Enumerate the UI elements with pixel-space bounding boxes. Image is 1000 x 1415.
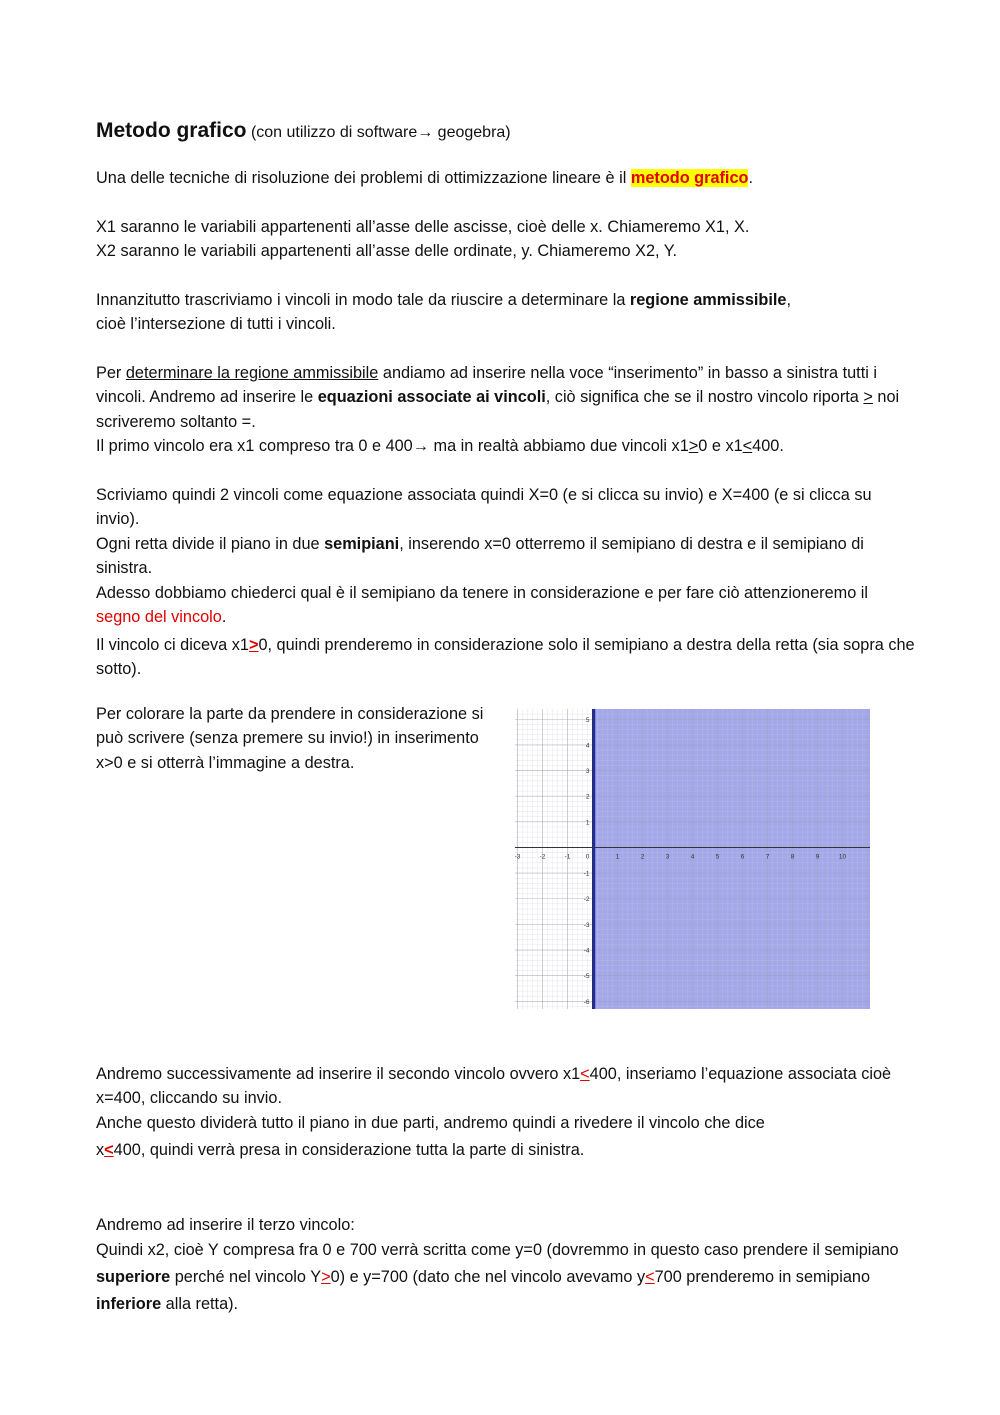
red-term: segno del vincolo (96, 608, 222, 626)
text: . (221, 608, 227, 626)
x-tick-label: 7 (765, 852, 770, 860)
x-tick-label: 9 (815, 852, 820, 860)
y-tick-label: -3 (583, 921, 590, 929)
y-tick-label: 1 (585, 818, 590, 826)
paragraph-intro (96, 166, 916, 191)
bold-term: semipiani (324, 534, 400, 553)
x-tick-label: 0 (585, 852, 590, 860)
text: Innanzitutto trascriviamo i vincoli in modo tale da riuscire a determinare la (96, 290, 630, 309)
paragraph-regione (96, 288, 916, 337)
text: Quindi x2, cioè Y compresa fra 0 e 700 verrà scritta come y=0 (dovremmo in questo caso prendere il semipiano (96, 1241, 899, 1259)
ge-symbol: > (321, 1268, 331, 1286)
y-tick-label: -1 (583, 870, 590, 878)
ge-symbol: > (688, 437, 699, 455)
paragraph-primo-vincolo (96, 434, 916, 459)
bold-term: superiore (96, 1268, 171, 1286)
text: perché nel vincolo Y (170, 1268, 322, 1286)
paragraph-colorare: Per colorare la parte da prendere in considerazione si può scrivere (senza premere su invio!) in inserimento x>0 e si otterrà l’immagine a destra. (96, 704, 484, 772)
text: , (786, 290, 791, 309)
paragraph-x-400 (96, 1138, 916, 1163)
x-tick-label: -1 (564, 852, 571, 860)
x-tick-label: -2 (539, 852, 546, 860)
paragraph-segno (96, 581, 916, 630)
geogebra-graph (515, 709, 870, 1009)
text: Il primo vincolo era x1 compreso tra 0 e 400 (96, 437, 413, 455)
paragraph-anche: Anche questo dividerà tutto il piano in due parti, andremo quindi a rivedere il vincolo che dice (96, 1113, 765, 1132)
y-tick-label: -4 (583, 947, 590, 955)
text: noi scriveremo soltanto =. (96, 388, 900, 431)
text: 0 e x1 (698, 437, 743, 455)
paragraph-terzo: Andremo ad inserire il terzo vincolo: (96, 1215, 355, 1234)
bold-term: inferiore (96, 1295, 162, 1313)
text: andiamo ad inserire nella voce “inserimento” in basso a sinistra tutti i vincoli. Andremo ad inserire le (96, 363, 877, 406)
text: , inserendo x=0 otterremo il semipiano di destra e il semipiano di sinistra. (96, 534, 864, 577)
figure-row (96, 702, 916, 1062)
x-tick-label: 1 (615, 852, 620, 860)
text: Andremo successivamente ad inserire il secondo vincolo ovvero x1 (96, 1064, 581, 1083)
y-tick-label: 5 (585, 716, 590, 724)
text: 400, quindi verrà presa in considerazione tutta la parte di sinistra. (113, 1141, 585, 1159)
bold-term: regione ammissibile (629, 290, 787, 309)
heading-software: geogebra) (433, 124, 511, 141)
paragraph-x2: X2 saranno le variabili appartenenti all’asse delle ordinate, y. Chiameremo X2, Y. (96, 242, 678, 260)
text: 700 prenderemo in semipiano (654, 1268, 871, 1286)
text: Una delle tecniche di risoluzione dei problemi di ottimizzazione lineare è il (96, 169, 631, 187)
paragraph-determinare (96, 361, 916, 435)
y-tick-label: 2 (585, 793, 590, 801)
paragraph-semipiani (96, 532, 916, 581)
text: ma in realtà abbiamo due vincoli x1 (429, 437, 689, 455)
x-tick-label: 2 (640, 852, 645, 860)
le-symbol: < (742, 437, 753, 455)
y-tick-label: 4 (585, 741, 590, 749)
y-tick-label: -2 (583, 895, 590, 903)
heading-rest: (con utilizzo di software (246, 124, 418, 141)
text: , ciò significa che se il nostro vincolo riporta (545, 388, 864, 406)
x-tick-label: 6 (740, 852, 745, 860)
text: 400. (752, 437, 784, 455)
text: 0) e y=700 (dato che nel vincolo avevamo y (330, 1268, 646, 1286)
x-tick-label: 5 (715, 852, 720, 860)
x-tick-label: 3 (665, 852, 670, 860)
le-symbol: < (104, 1141, 114, 1159)
x-tick-label: -3 (515, 852, 521, 860)
text: x (96, 1141, 105, 1159)
le-symbol: < (580, 1064, 590, 1083)
heading (96, 118, 916, 146)
x-tick-label: 4 (690, 852, 695, 860)
highlight-metodo-grafico: metodo grafico (630, 169, 749, 187)
y-tick-label: 3 (585, 767, 590, 775)
arrow-icon: → (417, 124, 434, 141)
paragraph-x1: X1 saranno le variabili appartenenti all’asse delle ascisse, cioè delle x. Chiameremo X1, X. (96, 217, 750, 236)
paragraph-scriviamo: Scriviamo quindi 2 vincoli come equazione associata quindi X=0 (e si clicca su invio) e X=400 (e si clicca su invio). (96, 485, 872, 528)
ge-symbol: > (863, 388, 873, 406)
text: alla retta). (161, 1295, 239, 1313)
text: Il vincolo ci diceva x1 (96, 635, 249, 654)
le-symbol: < (645, 1268, 655, 1286)
paragraph-secondo-vincolo (96, 1062, 916, 1111)
text: 0, quindi prenderemo in considerazione solo il semipiano a destra della retta (sia sopra che sotto). (96, 635, 915, 678)
bold-term: equazioni associate ai vincoli (317, 388, 546, 406)
text: Per (96, 363, 126, 382)
text: . (748, 169, 753, 187)
document-page (96, 118, 916, 1318)
ge-symbol: > (248, 635, 259, 654)
paragraph-vincolo-x1 (96, 633, 916, 682)
y-tick-label: -6 (583, 998, 590, 1006)
y-tick-label: -5 (583, 972, 590, 980)
text: Ogni retta divide il piano in due (96, 534, 325, 553)
underlined-term: determinare la regione ammissibile (125, 363, 379, 382)
x-tick-label: 8 (790, 852, 795, 860)
heading-title: Metodo grafico (96, 119, 247, 142)
text: cioè l’intersezione di tutti i vincoli. (96, 315, 336, 333)
paragraph-terzo-dettaglio (96, 1237, 916, 1318)
arrow-icon: → (412, 437, 430, 455)
shaded-half-plane (593, 709, 871, 1009)
x-tick-label: 10 (838, 852, 847, 860)
text: Adesso dobbiamo chiederci qual è il semipiano da tenere in considerazione e per fare ciò attenzioneremo il (96, 583, 869, 602)
text: 400, inseriamo l’equazione associata cioè x=400, cliccando su invio. (96, 1064, 892, 1107)
